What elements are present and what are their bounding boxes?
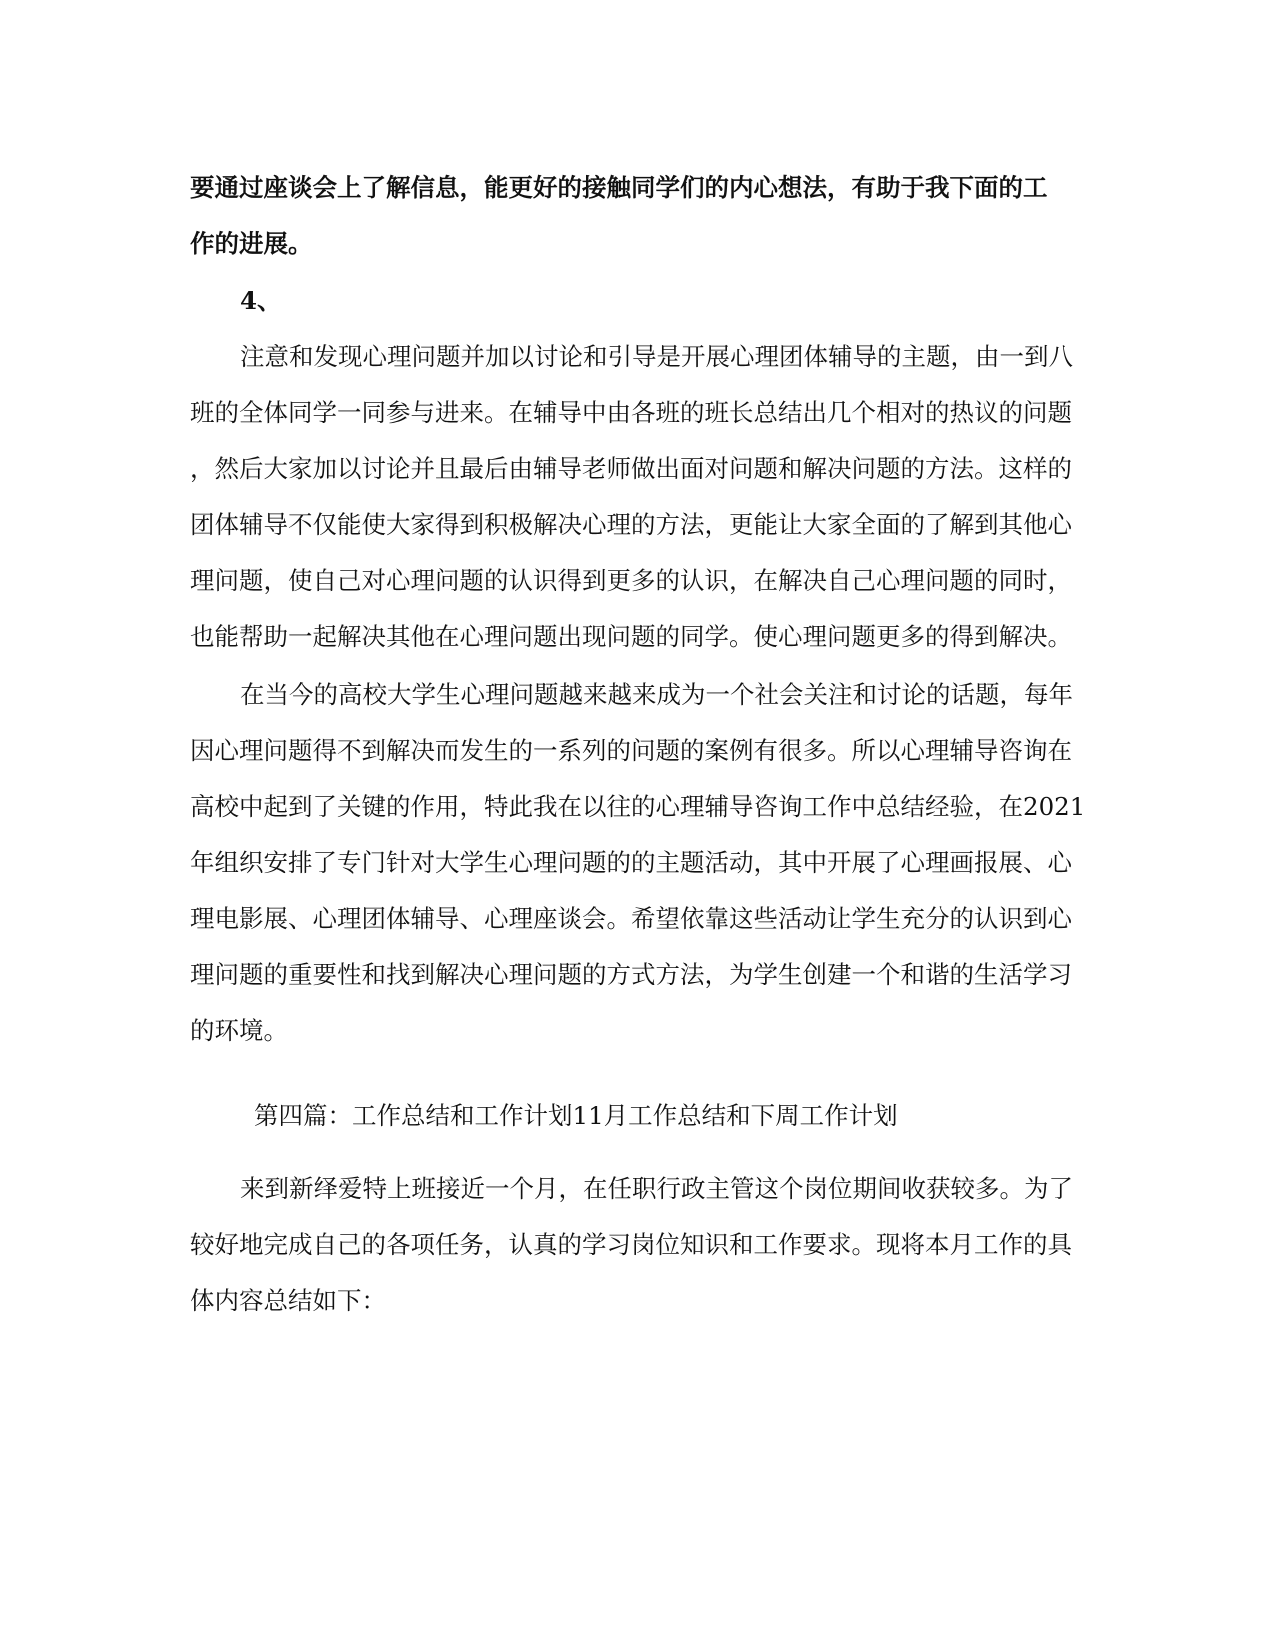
para3-line-1: 来到新绎爱特上班接近一个月，在任职行政主管这个岗位期间收获较多。为了 (240, 1174, 1073, 1203)
item-number-4: 4、 (240, 286, 282, 315)
section-heading: 第四篇：工作总结和工作计划11月工作总结和下周工作计划 (254, 1101, 898, 1130)
para1-line-3: ，然后大家加以讨论并且最后由辅导老师做出面对问题和解决问题的方法。这样的 (190, 454, 1072, 483)
para1-line-5: 理问题，使自己对心理问题的认识得到更多的认识，在解决自己心理问题的同时， (190, 566, 1072, 595)
para2-line-5: 理电影展、心理团体辅导、心理座谈会。希望依靠这些活动让学生充分的认识到心 (190, 904, 1072, 933)
para2-line-7: 的环境。 (190, 1016, 288, 1045)
para1-line-1: 注意和发现心理问题并加以讨论和引导是开展心理团体辅导的主题，由一到八 (240, 342, 1073, 371)
para2-line-6: 理问题的重要性和找到解决心理问题的方式方法，为学生创建一个和谐的生活学习 (190, 960, 1072, 989)
para3-line-3: 体内容总结如下： (190, 1286, 386, 1315)
para1-line-2: 班的全体同学一同参与进来。在辅导中由各班的班长总结出几个相对的热议的问题 (190, 398, 1072, 427)
intro-line-1: 要通过座谈会上了解信息，能更好的接触同学们的内心想法，有助于我下面的工 (190, 173, 1048, 202)
intro-line-2: 作的进展。 (190, 229, 313, 258)
para3-line-2: 较好地完成自己的各项任务，认真的学习岗位知识和工作要求。现将本月工作的具 (190, 1230, 1072, 1259)
para2-line-2: 因心理问题得不到解决而发生的一系列的问题的案例有很多。所以心理辅导咨询在 (190, 736, 1072, 765)
para2-line-1: 在当今的高校大学生心理问题越来越来成为一个社会关注和讨论的话题，每年 (240, 680, 1073, 709)
para2-line-4: 年组织安排了专门针对大学生心理问题的的主题活动，其中开展了心理画报展、心 (190, 848, 1072, 877)
para1-line-6: 也能帮助一起解决其他在心理问题出现问题的同学。使心理问题更多的得到解决。 (190, 622, 1072, 651)
para2-line-3: 高校中起到了关键的作用，特此我在以往的心理辅导咨询工作中总结经验，在2021 (190, 792, 1086, 821)
para1-line-4: 团体辅导不仅能使大家得到积极解决心理的方法，更能让大家全面的了解到其他心 (190, 510, 1072, 539)
